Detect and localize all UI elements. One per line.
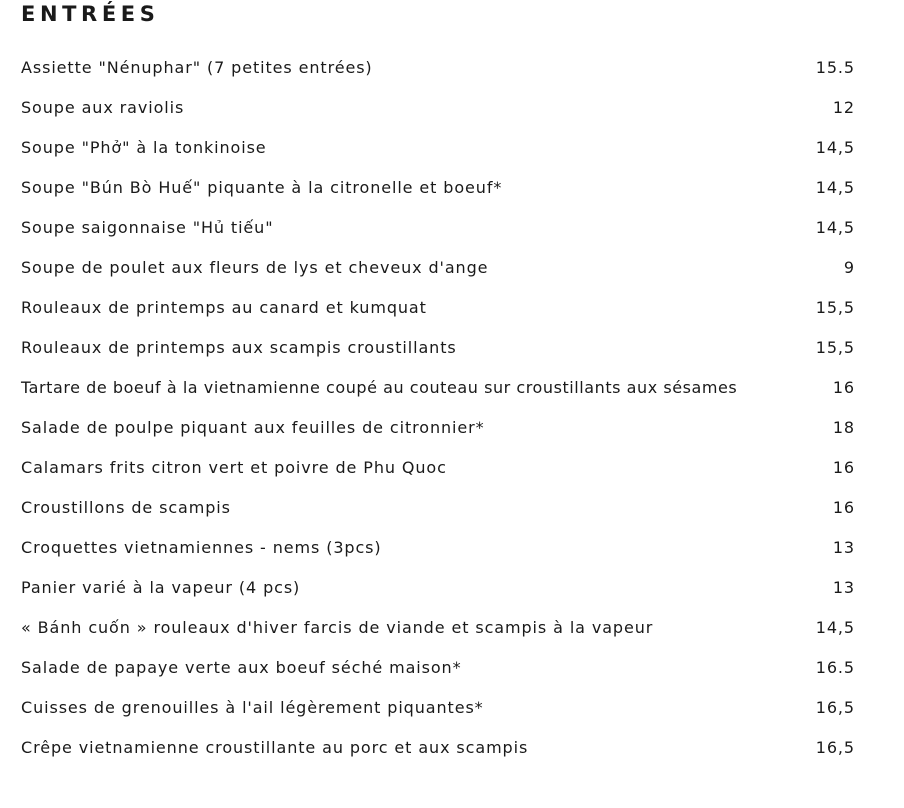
item-name: « Bánh cuốn » rouleaux d'hiver farcis de viande et scampis à la vapeur — [21, 618, 654, 637]
item-price: 15.5 — [815, 58, 855, 77]
item-price: 16 — [832, 458, 855, 477]
menu-item — [0, 734, 904, 774]
menu-item — [0, 334, 904, 374]
item-price: 16,5 — [815, 738, 855, 757]
menu-item — [0, 294, 904, 334]
item-name: Soupe "Phở" à la tonkinoise — [21, 138, 267, 157]
item-price: 18 — [832, 418, 855, 437]
item-name: Soupe "Bún Bò Huế" piquante à la citronelle et boeuf* — [21, 178, 503, 197]
item-price: 13 — [832, 578, 855, 597]
item-name: Salade de poulpe piquant aux feuilles de citronnier* — [21, 418, 485, 437]
menu-item — [0, 174, 904, 214]
menu-item — [0, 134, 904, 174]
item-price: 16 — [832, 498, 855, 517]
item-name: Calamars frits citron vert et poivre de Phu Quoc — [21, 458, 447, 477]
item-name: Soupe aux raviolis — [21, 98, 185, 117]
menu-item — [0, 94, 904, 134]
item-name: Assiette "Nénuphar" (7 petites entrées) — [21, 58, 373, 77]
item-name: Crêpe vietnamienne croustillante au porc et aux scampis — [21, 738, 529, 757]
item-price: 12 — [832, 98, 855, 117]
menu-item — [0, 534, 904, 574]
item-name: Rouleaux de printemps au canard et kumquat — [21, 298, 427, 317]
item-name: Soupe de poulet aux fleurs de lys et cheveux d'ange — [21, 258, 489, 277]
item-price: 14,5 — [815, 618, 855, 637]
menu-item — [0, 454, 904, 494]
item-price: 14,5 — [815, 138, 855, 157]
item-price: 14,5 — [815, 178, 855, 197]
menu-item — [0, 214, 904, 254]
menu-item — [0, 54, 904, 94]
item-name: Croquettes vietnamiennes - nems (3pcs) — [21, 538, 382, 557]
item-price: 15,5 — [815, 338, 855, 357]
section-title: ENTRÉES — [21, 2, 160, 26]
menu-item — [0, 574, 904, 614]
menu-item — [0, 694, 904, 734]
menu-item — [0, 414, 904, 454]
item-name: Cuisses de grenouilles à l'ail légèrement piquantes* — [21, 698, 484, 717]
item-price: 16 — [832, 378, 855, 397]
item-price: 9 — [843, 258, 855, 277]
menu-item — [0, 654, 904, 694]
item-name: Soupe saigonnaise "Hủ tiếu" — [21, 218, 274, 237]
item-name: Tartare de boeuf à la vietnamienne coupé au couteau sur croustillants aux sésames — [21, 378, 738, 397]
item-name: Salade de papaye verte aux boeuf séché maison* — [21, 658, 462, 677]
item-price: 13 — [832, 538, 855, 557]
menu-item — [0, 374, 904, 414]
item-price: 16,5 — [815, 698, 855, 717]
item-price: 14,5 — [815, 218, 855, 237]
item-price: 16.5 — [815, 658, 855, 677]
item-name: Rouleaux de printemps aux scampis croustillants — [21, 338, 457, 357]
item-name: Panier varié à la vapeur (4 pcs) — [21, 578, 301, 597]
menu-list — [0, 54, 904, 774]
item-name: Croustillons de scampis — [21, 498, 231, 517]
menu-item — [0, 254, 904, 294]
menu-item — [0, 494, 904, 534]
item-price: 15,5 — [815, 298, 855, 317]
menu-item — [0, 614, 904, 654]
